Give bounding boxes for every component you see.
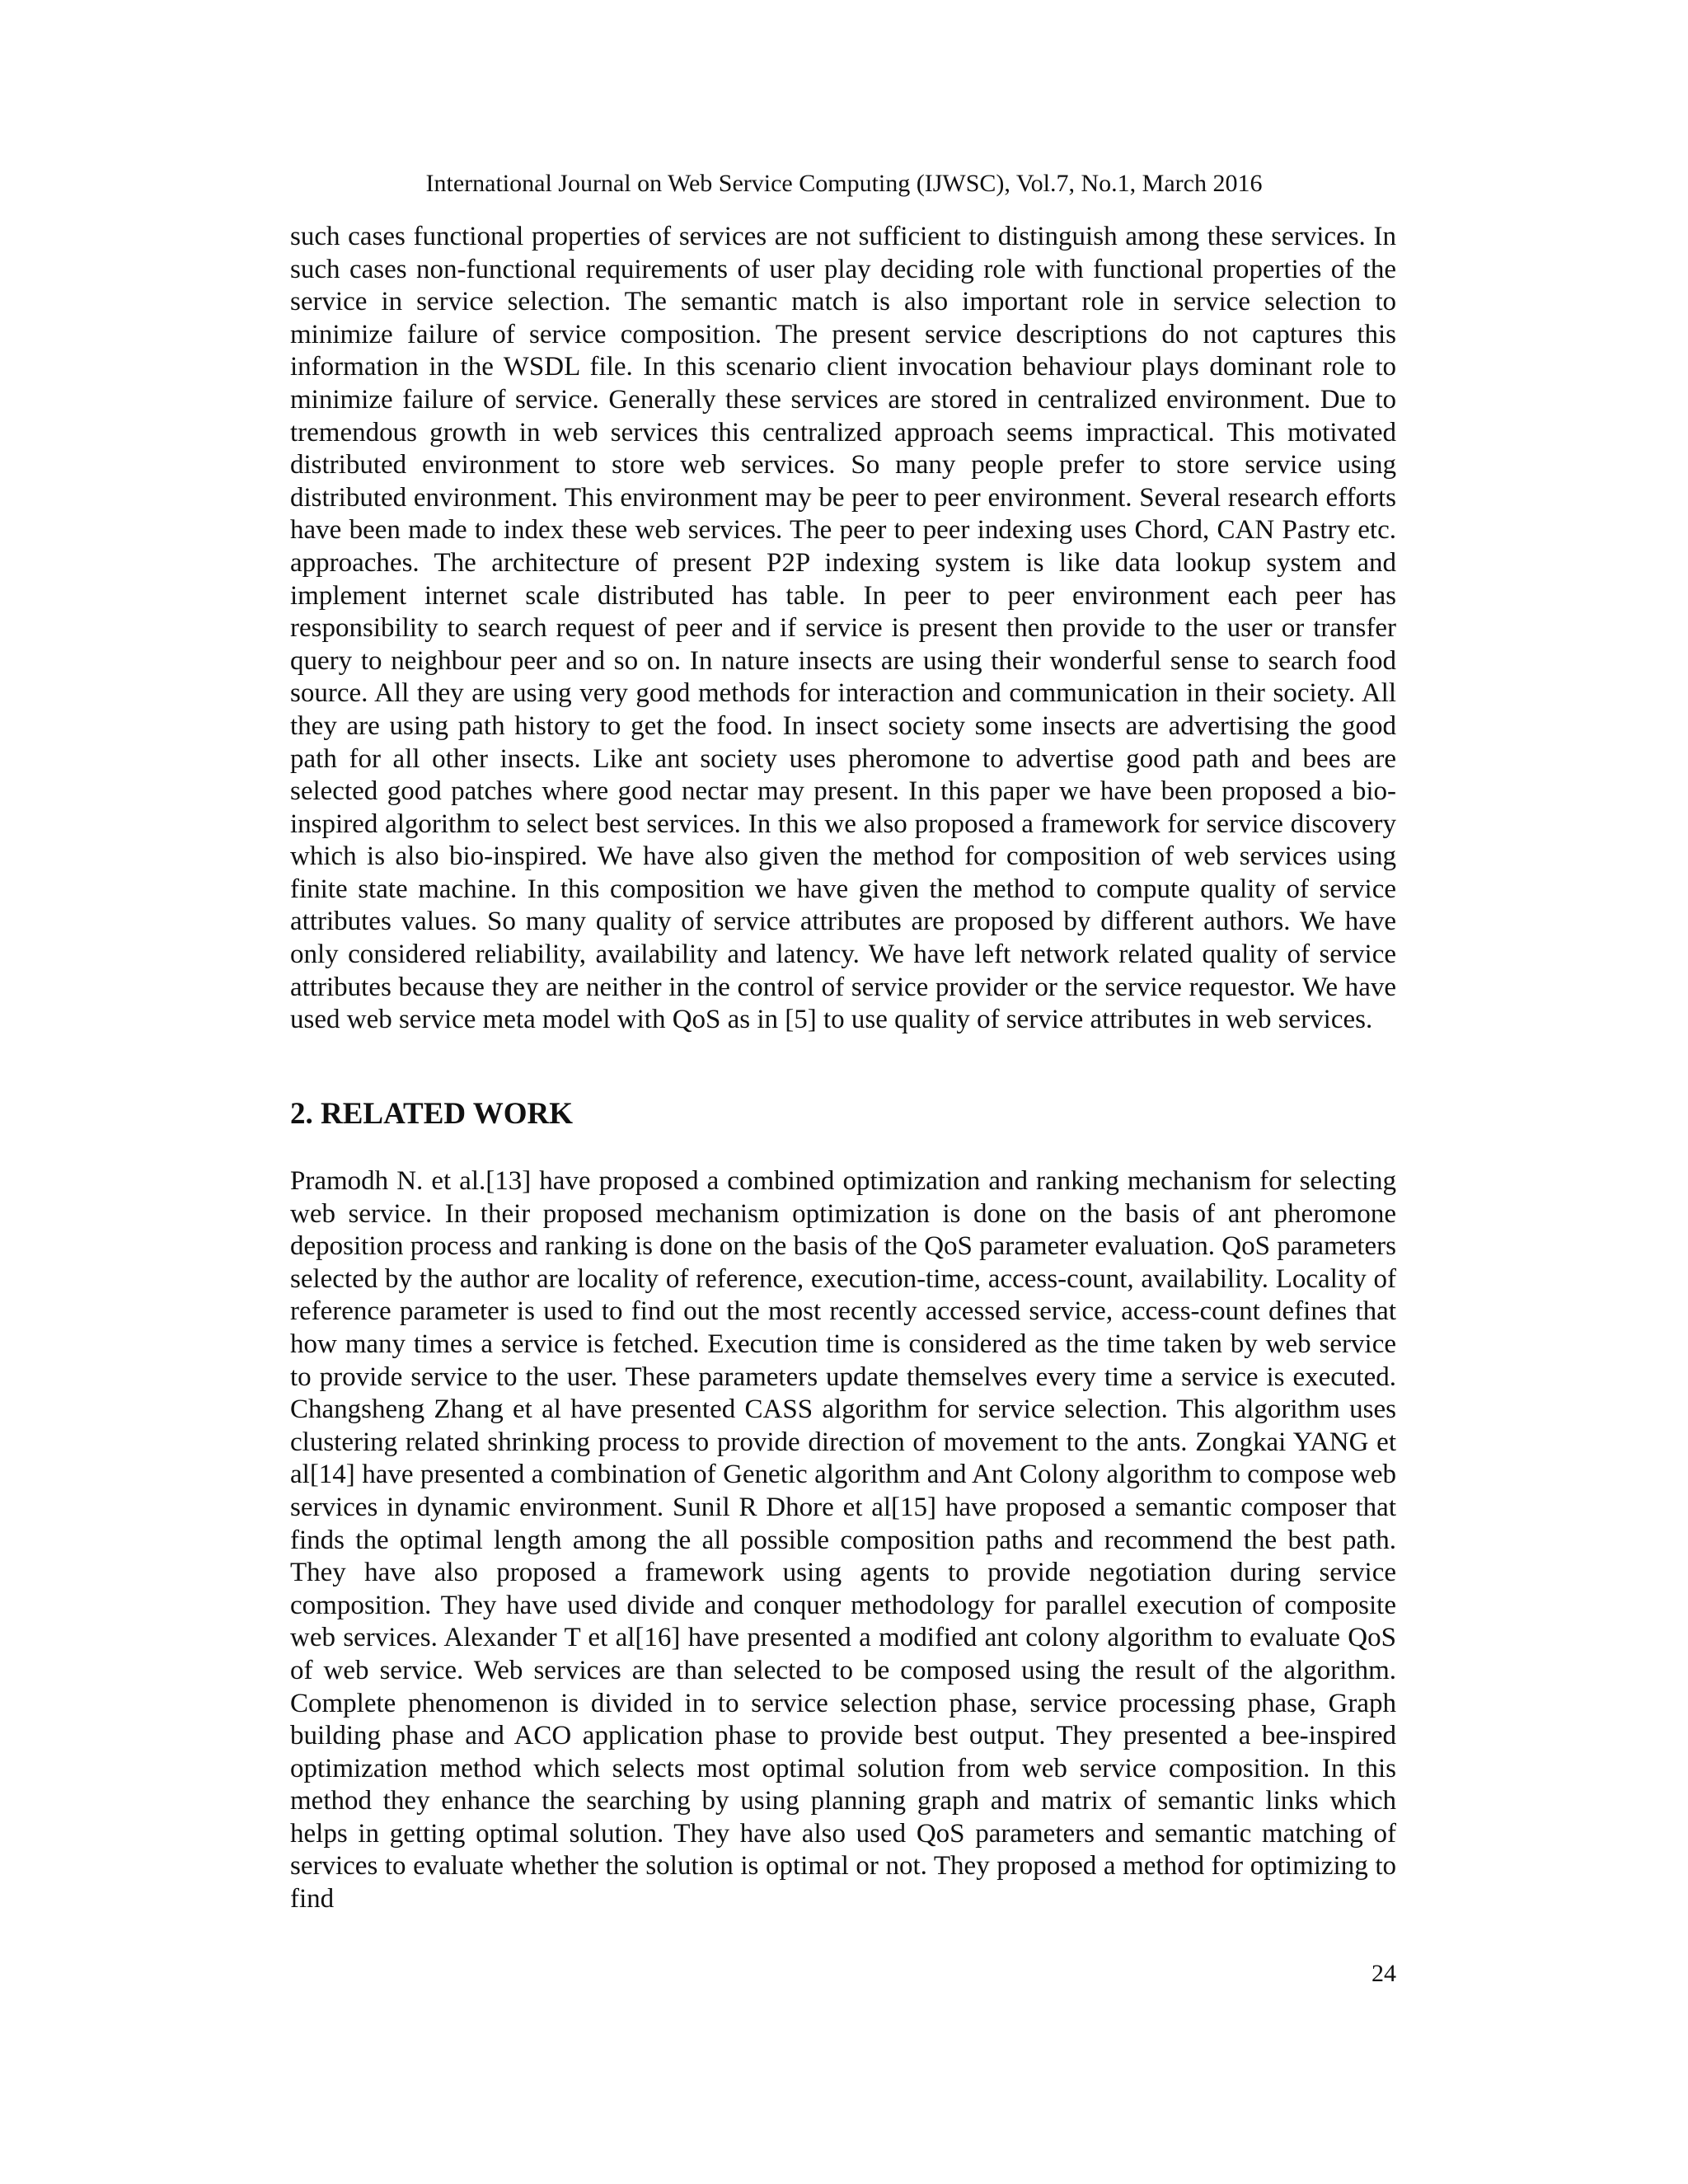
section-heading: 2. RELATED WORK <box>290 1097 573 1131</box>
intro-paragraph: such cases functional properties of services are not sufficient to distinguish among these services. In such cases non-functional requirements of user play deciding role with functional properties of the service in service selection. The semantic match is also important role in service selection to minimize failure of service composition. The present service descriptions do not captures this information in the WSDL file. In this scenario client invocation behaviour plays dominant role to minimize failure of service. Generally these services are stored in centralized environment. Due to tremendous growth in web services this centralized approach seems impractical. This motivated distributed environment to store web services. So many people prefer to store service using distributed environment. This environment may be peer to peer environment. Several research efforts have been made to index these web services. The peer to peer indexing uses Chord, CAN Pastry etc. approaches. The architecture of present P2P indexing system is like data lookup system and implement internet scale distributed has table. In peer to peer environment each peer has responsibility to search request of peer and if service is present then provide to the user or transfer query to neighbour peer and so on. In nature insects are using their wonderful sense to search food source. All they are using very good methods for interaction and communication in their society. All they are using path history to get the food. In insect society some insects are advertising the good path for all other insects. Like ant society uses pheromone to advertise good path and bees are selected good patches where good nectar may present. In this paper we have been proposed a bio-inspired algorithm to select best services. In this we also proposed a framework for service discovery which is also bio-inspired. We have also given the method for composition of web services using finite state machine. In this composition we have given the method to compute quality of service attributes values. So many quality of service attributes are proposed by different authors. We have only considered reliability, availability and latency. We have left network related quality of service attributes because they are neither in the control of service provider or the service requestor. We have used web service meta model with QoS as in [5] to use quality of service attributes in web services. <box>290 222 1396 1035</box>
page-number: 24 <box>1372 1960 1396 1987</box>
related-work-paragraph: Pramodh N. et al.[13] have proposed a combined optimization and ranking mechanism for selecting web service. In their proposed mechanism optimization is done on the basis of ant pheromone deposition process and ranking is done on the basis of the QoS parameter evaluation. QoS parameters selected by the author are locality of reference, execution-time, access-count, availability. Locality of reference parameter is used to find out the most recently accessed service, access-count defines that how many times a service is fetched. Execution time is considered as the time taken by web service to provide service to the user. These parameters update themselves every time a service is executed. Changsheng Zhang et al have presented CASS algorithm for service selection. This algorithm uses clustering related shrinking process to provide direction of movement to the ants. Zongkai YANG et al[14] have presented a combination of Genetic algorithm and Ant Colony algorithm to compose web services in dynamic environment. Sunil R Dhore et al[15] have proposed a semantic composer that finds the optimal length among the all possible composition paths and recommend the best path. They have also proposed a framework using agents to provide negotiation during service composition. They have used divide and conquer methodology for parallel execution of composite web services. Alexander T et al[16] have presented a modified ant colony algorithm to evaluate QoS of web service. Web services are than selected to be composed using the result of the algorithm. Complete phenomenon is divided in to service selection phase, service processing phase, Graph building phase and ACO application phase to provide best output. They presented a bee-inspired optimization method which selects most optimal solution from web service composition. In this method they enhance the searching by using planning graph and matrix of semantic links which helps in getting optimal solution. They have also used QoS parameters and semantic matching of services to evaluate whether the solution is optimal or not. They proposed a method for optimizing to find <box>290 1166 1396 1915</box>
running-head: International Journal on Web Service Computing (IJWSC), Vol.7, No.1, March 2016 <box>425 170 1263 197</box>
